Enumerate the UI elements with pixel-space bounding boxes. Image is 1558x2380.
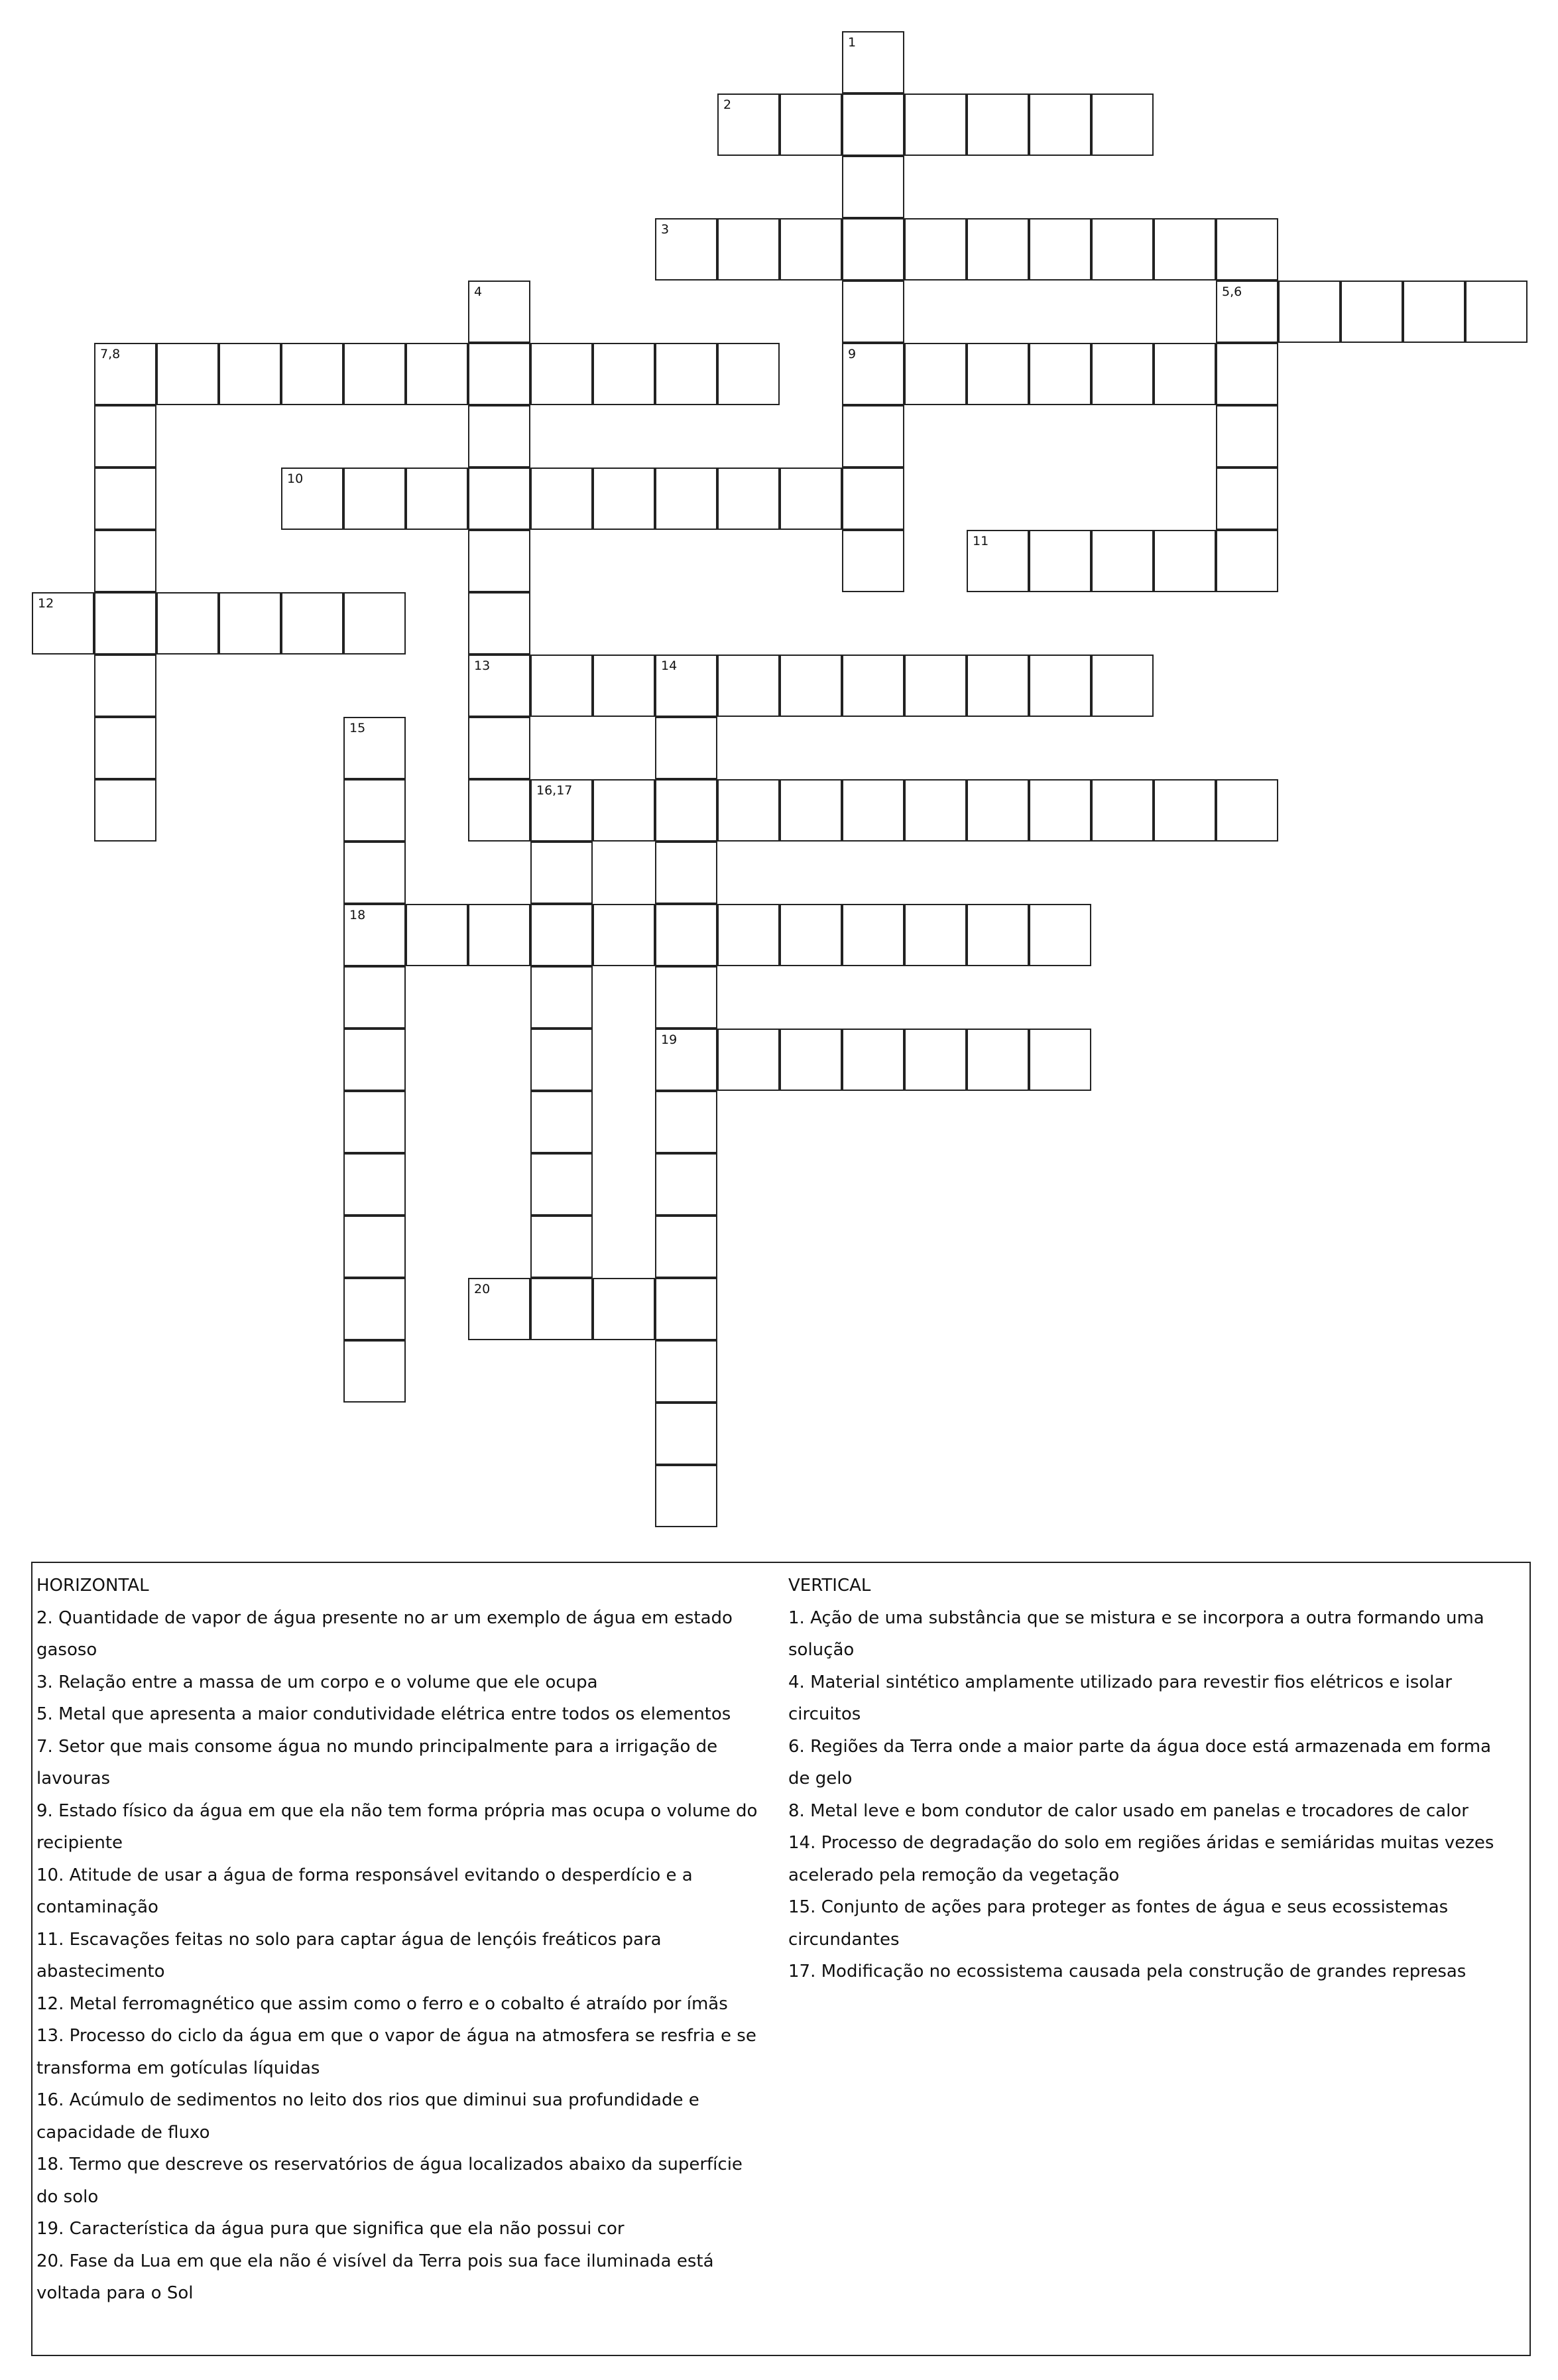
crossword-cell[interactable] [1091,343,1154,405]
clue-number: 20 [474,1282,491,1296]
horizontal-title: HORIZONTAL [36,1576,149,1596]
crossword-cell[interactable] [967,343,1029,405]
crossword-cell[interactable] [593,1278,655,1340]
crossword-cell[interactable] [655,1465,717,1527]
clue-line: de gelo [788,1769,853,1788]
clue-line: 12. Metal ferromagnético que assim como o ferro e o cobalto é atraído por ímãs [36,1993,728,2014]
clue-number: 7,8 [100,347,121,361]
crossword-cell[interactable] [655,1216,717,1278]
crossword-cell[interactable] [1091,779,1154,842]
clue-line: do solo [36,2186,99,2207]
clue-line: 16. Acúmulo de sedimentos no leito dos rios que diminui sua profundidade e [36,2090,699,2110]
clue-line: acelerado pela remoção da vegetação [788,1865,1120,1885]
clue-line: 17. Modificação no ecossistema causada pela construção de grandes represas [788,1962,1467,1981]
crossword-cell[interactable] [904,218,967,281]
clue-line: 18. Termo que descreve os reservatórios de água localizados abaixo da superfície [36,2155,743,2174]
crossword-cell[interactable] [1216,281,1278,343]
crossword-cell[interactable] [156,343,219,405]
crossword-cell[interactable] [1029,530,1091,592]
crossword-cell[interactable] [842,904,904,966]
crossword-cell[interactable] [530,1091,593,1153]
crossword-cell[interactable] [281,343,343,405]
crossword-cell[interactable] [94,592,156,655]
crossword-cell[interactable] [717,468,780,530]
clue-line: lavouras [36,1769,111,1788]
crossword-cell[interactable] [343,1278,406,1340]
clue-line: 4. Material sintético amplamente utilizado para revestir fios elétricos e isolar [788,1672,1453,1692]
clue-line: 5. Metal que apresenta a maior condutividade elétrica entre todos os elementos [36,1704,731,1724]
crossword-cell[interactable] [1029,94,1091,156]
clue-line: 1. Ação de uma substância que se mistura e se incorpora a outra formando uma [788,1607,1484,1628]
clue-line: 3. Relação entre a massa de um corpo e o volume que ele ocupa [36,1672,598,1692]
crossword-cell[interactable] [842,655,904,717]
crossword-cell[interactable] [1029,779,1091,842]
crossword-cell[interactable] [1091,655,1154,717]
crossword-cell[interactable] [343,343,406,405]
clue-line: circuitos [788,1704,861,1724]
crossword-cell[interactable] [530,1216,593,1278]
crossword-cell[interactable] [593,343,655,405]
clue-line: 15. Conjunto de ações para proteger as fontes de água e seus ecossistemas [788,1897,1449,1917]
crossword-cell[interactable] [530,1153,593,1216]
crossword-cell[interactable] [967,94,1029,156]
crossword-cell[interactable] [530,904,593,966]
crossword-cell[interactable] [1403,281,1465,343]
clue-line: 13. Processo do ciclo da água em que o vapor de água na atmosfera se resfria e se [36,2026,756,2046]
crossword-cell[interactable] [655,717,717,779]
clue-line: 2. Quantidade de vapor de água presente no ar um exemplo de água em estado [36,1607,733,1628]
clues-box [31,1562,1531,2356]
crossword-cell[interactable] [655,842,717,904]
crossword-cell[interactable] [94,655,156,717]
crossword-cell[interactable] [156,592,219,655]
crossword-cell[interactable] [343,966,406,1029]
crossword-cell[interactable] [904,655,967,717]
crossword-cell[interactable] [842,281,904,343]
crossword-cell[interactable] [780,904,842,966]
crossword-cell[interactable] [1091,530,1154,592]
crossword-cell[interactable] [655,655,717,717]
crossword-cell[interactable] [468,343,530,405]
crossword-cell[interactable] [904,343,967,405]
crossword-cell[interactable] [655,218,717,281]
clue-line: circundantes [788,1929,900,1950]
crossword-cell[interactable] [842,94,904,156]
crossword-cell[interactable] [717,218,780,281]
crossword-cell[interactable] [530,1278,593,1340]
crossword-cell[interactable] [530,779,593,842]
clue-number: 4 [474,284,483,299]
crossword-cell[interactable] [343,1091,406,1153]
crossword-cell[interactable] [780,1029,842,1091]
crossword-cell[interactable] [1216,779,1278,842]
crossword-cell[interactable] [281,468,343,530]
crossword-cell[interactable] [655,468,717,530]
clue-line: voltada para o Sol [36,2283,194,2303]
crossword-cell[interactable] [1029,655,1091,717]
crossword-cell[interactable] [842,530,904,592]
crossword-cell[interactable] [593,468,655,530]
crossword-cell[interactable] [967,218,1029,281]
crossword-cell[interactable] [655,343,717,405]
crossword-cell[interactable] [343,779,406,842]
crossword-cell[interactable] [842,156,904,218]
crossword-cell[interactable] [343,842,406,904]
clue-line: gasoso [36,1640,97,1660]
crossword-cell[interactable] [717,655,780,717]
clue-line: 10. Atitude de usar a água de forma responsável evitando o desperdício e a [36,1865,693,1885]
crossword-cell[interactable] [717,779,780,842]
crossword-cell[interactable] [593,655,655,717]
crossword-cell[interactable] [530,1029,593,1091]
crossword-cell[interactable] [1216,218,1278,281]
clue-number: 13 [474,658,491,673]
crossword-cell[interactable] [406,343,468,405]
crossword-cell[interactable] [468,717,530,779]
crossword-cell[interactable] [1029,218,1091,281]
crossword-cell[interactable] [655,1403,717,1465]
crossword-cell[interactable] [780,94,842,156]
clue-number: 5,6 [1222,284,1242,299]
crossword-cell[interactable] [1029,343,1091,405]
clue-number: 11 [973,534,989,548]
crossword-cell[interactable] [1029,1029,1091,1091]
crossword-cell[interactable] [94,530,156,592]
crossword-cell[interactable] [530,343,593,405]
crossword-cell[interactable] [343,1216,406,1278]
clue-line: 14. Processo de degradação do solo em regiões áridas e semiáridas muitas vezes [788,1833,1494,1853]
crossword-cell[interactable] [406,904,468,966]
crossword-cell[interactable] [343,904,406,966]
clue-line: recipiente [36,1833,123,1853]
crossword-cell[interactable] [530,655,593,717]
crossword-cell[interactable] [780,655,842,717]
crossword-cell[interactable] [717,343,780,405]
clue-line: 7. Setor que mais consome água no mundo principalmente para a irrigação de [36,1736,718,1757]
crossword-cell[interactable] [655,1153,717,1216]
clue-line: 9. Estado físico da água em que ela não tem forma própria mas ocupa o volume do [36,1800,758,1821]
crossword-cell[interactable] [406,468,468,530]
crossword-cell[interactable] [468,468,530,530]
crossword-cell[interactable] [343,468,406,530]
clue-number: 2 [723,97,732,112]
horizontal-clues-column [36,1570,792,2310]
crossword-cell[interactable] [219,592,281,655]
crossword-cell[interactable] [343,1153,406,1216]
vertical-title: VERTICAL [788,1576,871,1596]
crossword-cell[interactable] [717,904,780,966]
clue-number: 14 [661,658,678,673]
crossword-cell[interactable] [530,468,593,530]
crossword-cell[interactable] [468,655,530,717]
crossword-cell[interactable] [717,94,780,156]
crossword-cell[interactable] [94,468,156,530]
crossword-cell[interactable] [1465,281,1528,343]
crossword-cell[interactable] [1154,218,1216,281]
crossword-cell[interactable] [842,1029,904,1091]
crossword-cell[interactable] [468,530,530,592]
crossword-cell[interactable] [530,842,593,904]
crossword-cell[interactable] [468,1278,530,1340]
crossword-cell[interactable] [32,592,94,655]
crossword-cell[interactable] [468,281,530,343]
crossword-cell[interactable] [94,343,156,405]
crossword-cell[interactable] [1091,218,1154,281]
crossword-cell[interactable] [842,343,904,405]
crossword-cell[interactable] [904,1029,967,1091]
crossword-cell[interactable] [593,779,655,842]
crossword-cell[interactable] [468,779,530,842]
clue-number: 1 [848,35,857,50]
crossword-cell[interactable] [655,779,717,842]
clue-number: 10 [287,471,304,486]
crossword-cell[interactable] [1091,94,1154,156]
clue-line: 19. Característica da água pura que significa que ela não possui cor [36,2219,625,2239]
crossword-cell[interactable] [904,94,967,156]
crossword-cell[interactable] [655,1091,717,1153]
crossword-cell[interactable] [94,405,156,468]
crossword-cell[interactable] [1029,904,1091,966]
crossword-cell[interactable] [1216,405,1278,468]
crossword-cell[interactable] [593,904,655,966]
crossword-cell[interactable] [904,779,967,842]
crossword-cell[interactable] [343,1029,406,1091]
clue-number: 16,17 [536,783,573,798]
crossword-cell[interactable] [842,31,904,94]
crossword-cell[interactable] [655,1029,717,1091]
crossword-cell[interactable] [842,468,904,530]
crossword-cell[interactable] [842,405,904,468]
crossword-cell[interactable] [219,343,281,405]
clue-line: contaminação [36,1897,158,1917]
crossword-cell[interactable] [655,966,717,1029]
crossword-cell[interactable] [842,218,904,281]
crossword-cell[interactable] [1154,779,1216,842]
crossword-cell[interactable] [1216,343,1278,405]
crossword-cell[interactable] [967,779,1029,842]
vertical-clues-column [788,1570,1524,1988]
crossword-cell[interactable] [967,1029,1029,1091]
crossword-cell[interactable] [967,904,1029,966]
crossword-cell[interactable] [780,779,842,842]
crossword-cell[interactable] [1154,343,1216,405]
crossword-cell[interactable] [1278,281,1341,343]
clue-number: 18 [349,908,366,922]
crossword-cell[interactable] [655,904,717,966]
crossword-cell[interactable] [842,779,904,842]
crossword-cell[interactable] [1216,530,1278,592]
clue-number: 9 [848,347,857,361]
crossword-cell[interactable] [530,966,593,1029]
clue-line: 20. Fase da Lua em que ela não é visível da Terra pois sua face iluminada está [36,2251,714,2271]
crossword-cell[interactable] [343,1340,406,1403]
crossword-cell[interactable] [94,717,156,779]
clue-line: solução [788,1640,855,1660]
crossword-cell[interactable] [468,592,530,655]
crossword-cell[interactable] [655,1340,717,1403]
clue-number: 12 [38,596,54,611]
clue-line: capacidade de fluxo [36,2122,210,2143]
crossword-cell[interactable] [343,717,406,779]
clue-line: 8. Metal leve e bom condutor de calor usado em panelas e trocadores de calor [788,1800,1468,1821]
crossword-cell[interactable] [1216,468,1278,530]
clue-line: 11. Escavações feitas no solo para captar água de lençóis freáticos para [36,1929,662,1950]
crossword-cell[interactable] [904,904,967,966]
clue-line: abastecimento [36,1962,165,1981]
crossword-cell[interactable] [655,1278,717,1340]
crossword-cell[interactable] [343,592,406,655]
crossword-cell[interactable] [1341,281,1403,343]
crossword-cell[interactable] [967,530,1029,592]
crossword-cell[interactable] [281,592,343,655]
crossword-cell[interactable] [717,1029,780,1091]
clue-number: 19 [661,1033,678,1047]
clue-line: 6. Regiões da Terra onde a maior parte da água doce está armazenada em forma [788,1736,1491,1757]
crossword-cell[interactable] [1154,530,1216,592]
crossword-cell[interactable] [94,779,156,842]
crossword-cell[interactable] [780,218,842,281]
crossword-cell[interactable] [468,405,530,468]
clue-number: 15 [349,721,366,735]
crossword-cell[interactable] [780,468,842,530]
clue-line: transforma em gotículas líquidas [36,2058,320,2078]
clue-number: 3 [661,222,670,237]
crossword-cell[interactable] [967,655,1029,717]
crossword-cell[interactable] [468,904,530,966]
